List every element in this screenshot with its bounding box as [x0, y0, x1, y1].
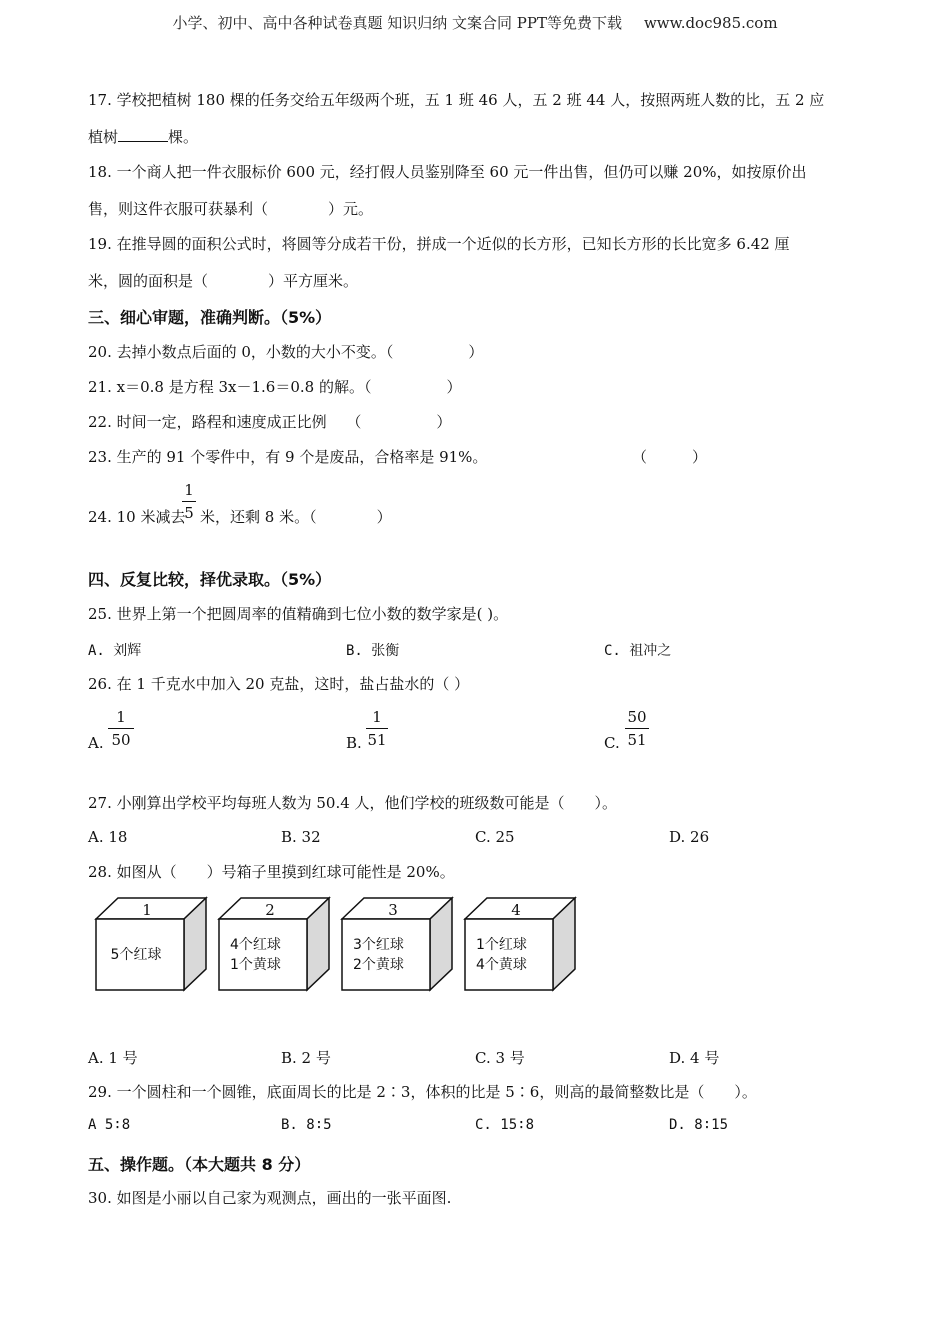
fraction-denominator: 5	[184, 504, 194, 522]
q27-text: 27. 小刚算出学校平均每班人数为 50.4 人，他们学校的班级数可能是（ ）。	[88, 794, 618, 812]
q26-option-b-fraction[interactable]	[366, 707, 388, 750]
q29-option-b[interactable]: B. 8∶5	[281, 1117, 332, 1133]
q29-option-a[interactable]: A 5∶8	[88, 1117, 131, 1133]
q17-line2	[88, 127, 198, 147]
box-line-1: 5个红球	[110, 947, 162, 963]
boxes-figure	[90, 895, 590, 997]
answer-blank[interactable]	[118, 127, 168, 142]
q20: 20. 去掉小数点后面的 0，小数的大小不变。（ ）	[88, 343, 484, 361]
q26-option-c-fraction[interactable]	[625, 707, 649, 750]
q30: 30. 如图是小丽以自己家为观测点，画出的一张平面图.	[88, 1189, 452, 1207]
q28-option-c[interactable]: C. 3 号	[475, 1049, 525, 1067]
fraction-bar	[182, 501, 196, 502]
q28-option-d[interactable]: D. 4 号	[669, 1049, 720, 1067]
q18-line1: 18. 一个商人把一件衣服标价 600 元，经打假人员鉴别降至 60 元一件出售，但仍可以赚 20%，如按原价出	[88, 163, 807, 181]
box-line-2: 4个黄球	[476, 957, 527, 973]
section-4-title: 四、反复比较，择优录取。（5%）	[88, 570, 332, 589]
box-number: 3	[388, 901, 398, 919]
q17-line2-post: 棵。	[168, 128, 199, 146]
q29-option-d[interactable]: D. 8∶15	[669, 1117, 729, 1133]
box-3	[342, 898, 452, 990]
q26-text: 26. 在 1 千克水中加入 20 克盐，这时，盐占盐水的（ ）	[88, 675, 470, 693]
q26-option-c-letter[interactable]: C.	[604, 734, 620, 752]
q21: 21. x＝0.8 是方程 3x－1.6＝0.8 的解。（ ）	[88, 378, 462, 396]
box-4	[465, 898, 575, 990]
fraction-numerator: 50	[627, 708, 647, 726]
fraction-denominator: 51	[627, 731, 647, 749]
q27-option-a[interactable]: A. 18	[88, 828, 128, 846]
q28-option-a[interactable]: A. 1 号	[88, 1049, 138, 1067]
q17-line2-pre: 植树	[88, 128, 119, 146]
fraction-denominator: 50	[111, 731, 131, 749]
header-title: 小学、初中、高中各种试卷真题 知识归纳 文案合同 PPT等免费下载	[172, 14, 622, 32]
q28-option-b[interactable]: B. 2 号	[281, 1049, 331, 1067]
fraction-bar	[625, 728, 649, 729]
fraction-bar	[108, 728, 134, 729]
box-line-1: 3个红球	[353, 937, 404, 953]
q18-line2: 售，则这件衣服可获暴利（ ）元。	[88, 200, 374, 218]
box-line-1: 1个红球	[476, 937, 527, 953]
q27-option-c[interactable]: C. 25	[475, 828, 515, 846]
q24-fraction	[182, 480, 196, 523]
q26-option-b-letter[interactable]: B.	[346, 734, 362, 752]
fraction-numerator: 1	[116, 708, 126, 726]
box-line-1: 4个红球	[230, 937, 281, 953]
q28-text: 28. 如图从（ ）号箱子里摸到红球可能性是 20%。	[88, 863, 455, 881]
box-number: 2	[265, 901, 275, 919]
fraction-numerator: 1	[372, 708, 382, 726]
box-2	[219, 898, 329, 990]
q23-text: 23. 生产的 91 个零件中，有 9 个是废品，合格率是 91%。	[88, 448, 488, 466]
q17-line1: 17. 学校把植树 180 棵的任务交给五年级两个班，五 1 班 46 人，五 2 班 44 人，按照两班人数的比，五 2 应	[88, 91, 825, 109]
q19-line2: 米，圆的面积是（ ）平方厘米。	[88, 272, 359, 290]
q25-option-c[interactable]: C. 祖冲之	[604, 643, 672, 659]
q27-option-b[interactable]: B. 32	[281, 828, 321, 846]
box-line-2: 1个黄球	[230, 957, 281, 973]
box-number: 4	[511, 901, 521, 919]
q25-option-a[interactable]: A. 刘辉	[88, 643, 142, 659]
section-5-title: 五、操作题。（本大题共 8 分）	[88, 1155, 311, 1174]
q24-pre: 24. 10 米减去	[88, 508, 186, 526]
box-1	[96, 898, 206, 990]
q29-text: 29. 一个圆柱和一个圆锥，底面周长的比是 2∶3，体积的比是 5∶6，则高的最简整数比是（ ）。	[88, 1083, 757, 1101]
q24-post: 米，还剩 8 米。（ ）	[200, 508, 392, 526]
section-3-title: 三、细心审题，准确判断。（5%）	[88, 308, 332, 327]
fraction-denominator: 51	[367, 731, 387, 749]
q29-option-c[interactable]: C. 15∶8	[475, 1117, 535, 1133]
q27-option-d[interactable]: D. 26	[669, 828, 710, 846]
page-header	[0, 12, 950, 33]
header-site[interactable]: www.doc985.com	[643, 14, 778, 32]
fraction-numerator: 1	[184, 481, 194, 499]
box-number: 1	[142, 901, 152, 919]
fraction-bar	[366, 728, 388, 729]
q25-text: 25. 世界上第一个把圆周率的值精确到七位小数的数学家是( )。	[88, 605, 509, 623]
q19-line1: 19. 在推导圆的面积公式时，将圆等分成若干份，拼成一个近似的长方形，已知长方形的长比宽多 6.42 厘	[88, 235, 790, 253]
q23-paren: （ ）	[632, 448, 708, 466]
q26-option-a-letter[interactable]: A.	[88, 734, 104, 752]
q22: 22. 时间一定，路程和速度成正比例 （ ）	[88, 413, 452, 431]
q26-option-a-fraction[interactable]	[108, 707, 134, 750]
q25-option-b[interactable]: B. 张衡	[346, 643, 400, 659]
box-line-2: 2个黄球	[353, 957, 404, 973]
